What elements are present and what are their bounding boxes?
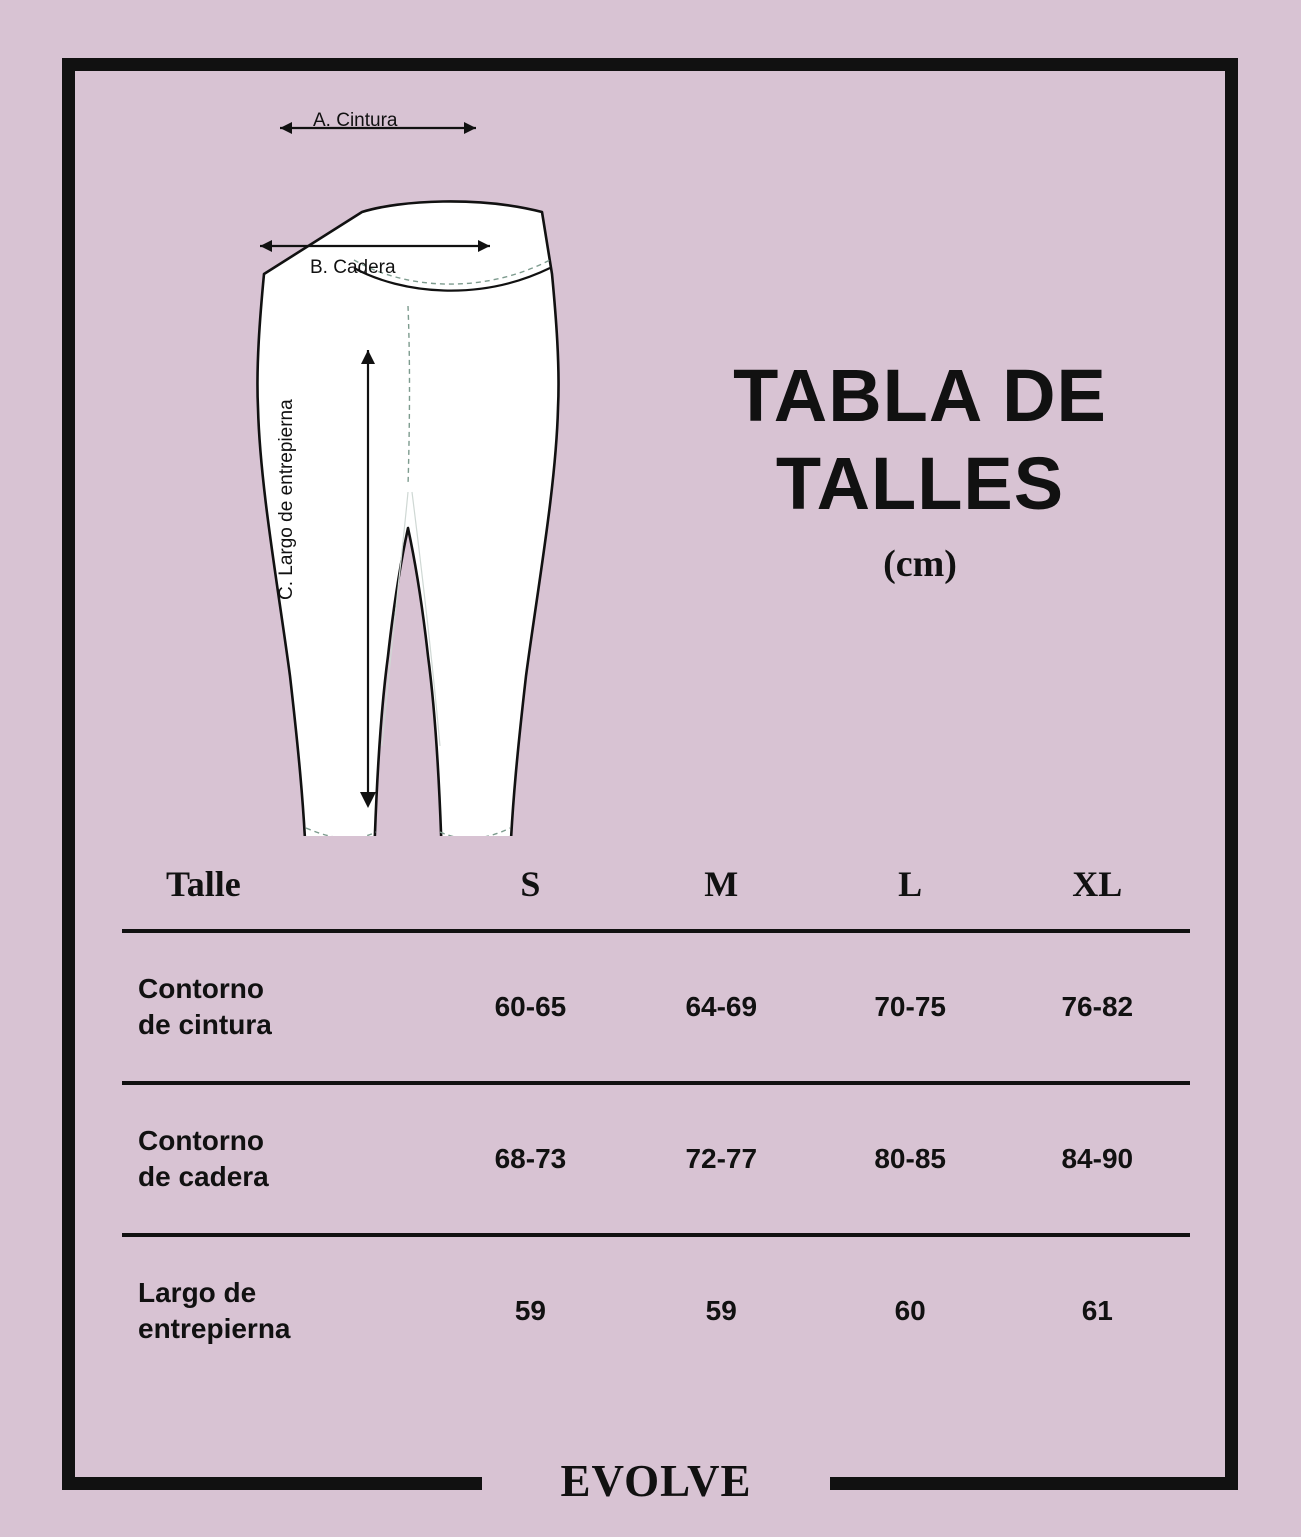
cell-waist-m: 64-69	[627, 931, 816, 1083]
row-label-hip	[122, 1083, 434, 1235]
table-body	[122, 931, 1190, 1385]
table-row	[122, 1235, 1190, 1385]
cell-inseam-s: 59	[514, 1295, 546, 1326]
cell-inseam-m: 59	[705, 1295, 737, 1326]
row-label-line1: Contorno	[138, 1125, 264, 1156]
column-header-talle: Talle	[122, 862, 434, 931]
frame-top-border	[62, 58, 1238, 71]
row-label-line2: de cadera	[138, 1161, 269, 1192]
cell-inseam-xl: 61	[1081, 1295, 1113, 1326]
dimension-label-waist: A. Cintura	[313, 110, 398, 131]
dimension-label-inseam: C. Largo de entrepierna	[276, 399, 297, 600]
row-label-line2: entrepierna	[138, 1313, 291, 1344]
cell-hip-m: 72-77	[627, 1083, 816, 1235]
table-header-row	[122, 862, 1190, 931]
row-label-line1: Contorno	[138, 973, 264, 1004]
title-unit: (cm)	[883, 543, 957, 585]
cell-hip-s: 68-73	[434, 1083, 627, 1235]
row-label-line1: Largo de	[138, 1277, 257, 1308]
table-row	[122, 1083, 1190, 1235]
cell-hip-l: 80-85	[816, 1083, 1005, 1235]
column-header-l: L	[816, 862, 1005, 931]
leggings-illustration	[200, 96, 620, 836]
row-label-waist	[122, 931, 434, 1083]
frame-bottom-right-border	[830, 1477, 1238, 1490]
cell-waist-l: 70-75	[816, 931, 1005, 1083]
table-header	[122, 862, 1190, 931]
row-label-line2: de cintura	[138, 1009, 272, 1040]
frame-left-border	[62, 58, 75, 1490]
frame-bottom-left-border	[62, 1477, 482, 1490]
cell-waist-s: 60-65	[434, 931, 627, 1083]
cell-hip-xl: 84-90	[1005, 1083, 1190, 1235]
cell-inseam-l: 60	[894, 1295, 926, 1326]
column-header-m: M	[627, 862, 816, 931]
row-label-inseam	[122, 1235, 434, 1385]
column-header-s: S	[434, 862, 627, 931]
table-row	[122, 931, 1190, 1083]
title-block	[640, 352, 1200, 586]
frame-right-border	[1225, 58, 1238, 1490]
size-table-container	[122, 862, 1190, 1385]
column-header-xl: XL	[1005, 862, 1190, 931]
dimension-label-hip: B. Cadera	[310, 257, 396, 278]
brand-logo: EVOLVE	[560, 1456, 752, 1506]
size-table	[122, 862, 1190, 1385]
cell-waist-xl: 76-82	[1005, 931, 1190, 1083]
page-title: TABLA DE TALLES	[733, 354, 1107, 525]
